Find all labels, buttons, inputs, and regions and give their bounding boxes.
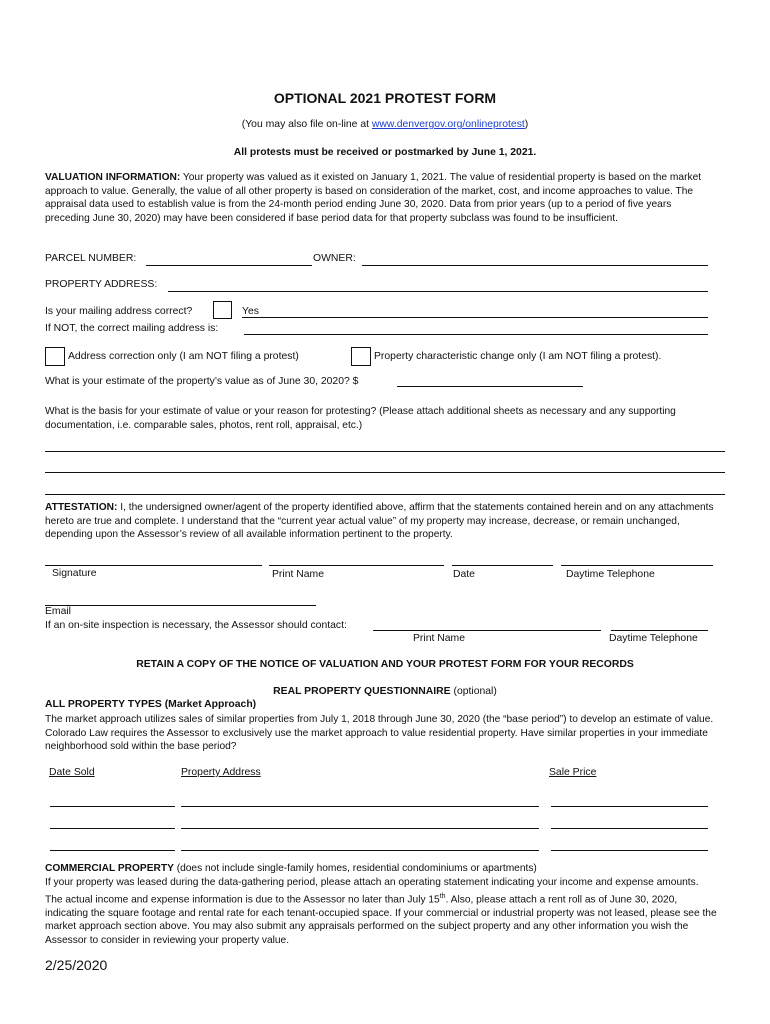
signature-field[interactable]	[45, 565, 262, 566]
sale-3-price-field[interactable]	[551, 850, 708, 851]
attestation	[45, 501, 717, 542]
daytime-telephone-field[interactable]	[561, 565, 713, 566]
attestation-heading: ATTESTATION:	[45, 502, 118, 513]
commercial-heading: COMMERCIAL PROPERTY	[45, 863, 174, 874]
correct-mailing-address-field[interactable]	[244, 334, 708, 335]
retain-notice: RETAIN A COPY OF THE NOTICE OF VALUATION AND YOUR PROTEST FORM FOR YOUR RECORDS	[136, 659, 634, 670]
online-prefix: (You may also file on-line at	[241, 119, 372, 130]
estimate-label: What is your estimate of the property’s value as of June 30, 2020? $	[45, 376, 359, 387]
footer-date: 2/25/2020	[45, 957, 108, 973]
date-label: Date	[453, 569, 475, 580]
owner-label: OWNER:	[313, 253, 356, 264]
mailing-correct-checkbox[interactable]	[213, 301, 232, 319]
sale-1-date-field[interactable]	[50, 806, 175, 807]
commercial-sup: th	[439, 892, 446, 900]
yes-label: Yes	[242, 306, 259, 317]
address-correction-label: Address correction only (I am NOT filing a protest)	[68, 351, 299, 362]
address-correction-checkbox[interactable]	[45, 347, 65, 366]
daytime-telephone-label: Daytime Telephone	[566, 569, 655, 580]
contact-print-name-label: Print Name	[413, 633, 465, 644]
onsite-contact-label: If an on-site inspection is necessary, the Assessor should contact:	[45, 620, 347, 631]
online-suffix: )	[524, 119, 529, 130]
contact-print-name-field[interactable]	[373, 630, 601, 631]
questionnaire-optional: (optional)	[450, 686, 497, 697]
deadline-notice: All protests must be received or postmarked by June 1, 2021.	[233, 147, 537, 158]
all-property-types-heading: ALL PROPERTY TYPES (Market Approach)	[45, 699, 257, 710]
parcel-number-label: PARCEL NUMBER:	[45, 253, 137, 264]
property-address-label: PROPERTY ADDRESS:	[45, 279, 158, 290]
col-property-address: Property Address	[181, 767, 261, 778]
valuation-information	[45, 171, 717, 225]
all-property-types-text: The market approach utilizes sales of similar properties from July 1, 2018 through June 30, 2020 (the “base period”) to develop an estimate of value. Colorado Law requires the Assessor to exclusively use the market approach to value residential property. Have similar properties in your immediate neighborhood sold within the base period?	[45, 714, 714, 753]
online-filing-note	[0, 119, 770, 130]
sale-1-address-field[interactable]	[181, 806, 539, 807]
sale-3-date-field[interactable]	[50, 850, 175, 851]
estimate-value-field[interactable]	[397, 386, 583, 387]
sale-3-address-field[interactable]	[181, 850, 539, 851]
commercial-property-text	[45, 876, 717, 947]
valuation-heading: VALUATION INFORMATION:	[45, 172, 181, 183]
questionnaire-title	[0, 686, 770, 697]
date-field[interactable]	[452, 565, 553, 566]
valuation-text: Your property was valued as it existed on January 1, 2021. The value of residential property is based on the market approach to value. Generally, the value of all other property is based on consideration of the market, cost, and income approaches to value. The appraisal data used to establish value is from the 24-month period ending June 30, 2020. Data from prior years (up to a period of five years preceding June 30, 2020) may have been considered if base period data for that property subclass was found to be insufficient.	[45, 172, 702, 224]
online-protest-link[interactable]: www.denvergov.org/onlineprotest	[371, 119, 525, 130]
contact-telephone-label: Daytime Telephone	[609, 633, 698, 644]
col-sale-price: Sale Price	[549, 767, 597, 778]
characteristic-change-label: Property characteristic change only (I am NOT filing a protest).	[374, 351, 662, 362]
contact-telephone-field[interactable]	[611, 630, 708, 631]
characteristic-change-checkbox[interactable]	[351, 347, 371, 366]
signature-label: Signature	[52, 568, 97, 579]
basis-line-2[interactable]	[45, 472, 725, 473]
commercial-text-2: . Also, please attach a rent roll as of June 30, 2020, indicating the square footage and rental rate for each tenant-occupied space. If your commercial or industrial property was not leased, please see the market approach section above. You may also submit any appraisals performed on the subject property and any other information you wish the Assessor to consider in reviewing your property value.	[45, 893, 717, 946]
col-date-sold: Date Sold	[49, 767, 95, 778]
commercial-property-heading-line	[45, 862, 717, 876]
property-address-field[interactable]	[168, 291, 708, 292]
parcel-number-field[interactable]	[146, 265, 312, 266]
commercial-subheading: (does not include single-family homes, residential condominiums or apartments)	[173, 863, 537, 874]
mailing-address-question: Is your mailing address correct?	[45, 306, 193, 317]
basis-line-1[interactable]	[45, 451, 725, 452]
email-label: Email	[45, 606, 71, 617]
owner-field[interactable]	[362, 265, 708, 266]
if-not-label: If NOT, the correct mailing address is:	[45, 323, 219, 334]
email-field[interactable]	[45, 605, 316, 606]
sale-1-price-field[interactable]	[551, 806, 708, 807]
attestation-text: I, the undersigned owner/agent of the property identified above, affirm that the statements contained herein and on any attachments hereto are true and complete. I understand that the “current year actual value” of my property may increase, decrease, or remain unchanged, depending upon the Assessor’s review of all available information pertinent to the property.	[45, 502, 714, 541]
sale-2-price-field[interactable]	[551, 828, 708, 829]
form-title: OPTIONAL 2021 PROTEST FORM	[273, 90, 497, 106]
print-name-label: Print Name	[272, 569, 324, 580]
mailing-line-top	[242, 317, 708, 318]
questionnaire-heading: REAL PROPERTY QUESTIONNAIRE	[273, 686, 451, 697]
print-name-field[interactable]	[269, 565, 444, 566]
sale-2-address-field[interactable]	[181, 828, 539, 829]
basis-line-3[interactable]	[45, 494, 725, 495]
commercial-text-1: If your property was leased during the data-gathering period, please attach an operating statement indicating your income and expense amounts. The actual income and expense information is due to the Assessor no later than July 15	[45, 877, 699, 905]
basis-label: What is the basis for your estimate of value or your reason for protesting? (Please attach additional sheets as necessary and any supporting documentation, i.e. comparable sales, photos, rent roll, appraisal, etc.)	[45, 406, 676, 431]
sale-2-date-field[interactable]	[50, 828, 175, 829]
